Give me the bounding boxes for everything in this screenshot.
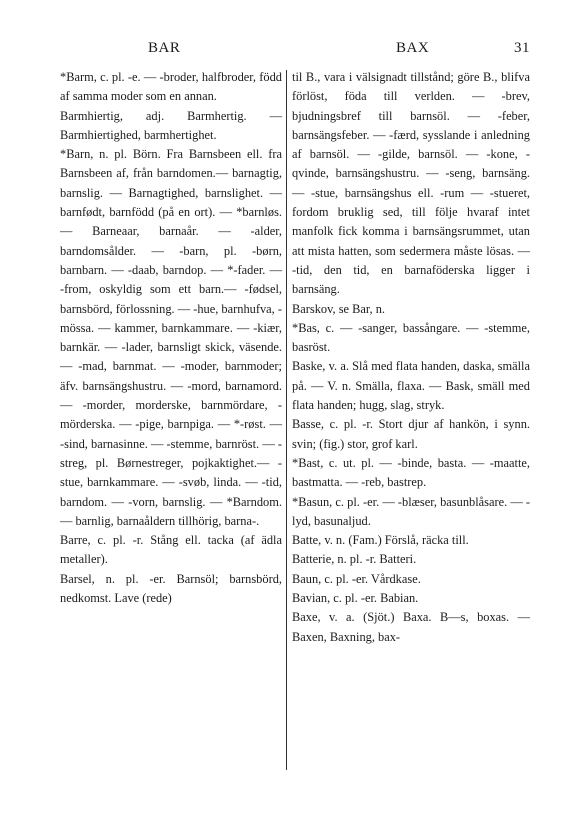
entry-barsel-continued: til B., vara i välsignadt tillstånd; göre B., blifva förlöst, föda till verlden. — -brev, bjudningsbref till barnsöl. — -feber, barnsängsfeber. — -færd, sysslande i anledning af barnsöl. — -gilde, barnsöl. — -kone, -qvinde, barnsängshustru. — -seng, barnsäng. — -stue, barnsängshus ell. -rum — -stueret, fordom bruklig sed, till följe hvaraf intet manfolk fick komma i barnsängsrummet, utan att mista hatten, som sedermera måste lösas. — -tid, den tid, en barnaföderska ligger i barnsäng. (292, 70, 530, 297)
right-guide-word: BAX (396, 40, 430, 56)
entry-baske: Baske, v. a. Slå med flata handen, daska, smälla på. — V. n. Smälla, flaxa. — Bask, smäll med flata handen; hugg, slag, stryk. (292, 359, 530, 413)
entry-basun: *Basun, c. pl. -er. — -blæser, basunblåsare. — -lyd, basunaljud. (292, 494, 530, 528)
entry-batte: Batte, v. n. (Fam.) Förslå, räcka till. (292, 533, 469, 548)
entry-baun: Baun, c. pl. -er. Vårdkase. (292, 571, 421, 586)
left-column (60, 68, 282, 608)
entry-bas: *Bas, c. — -sanger, bassångare. — -stemme, basröst. (292, 320, 530, 355)
entry-bavian: Bavian, c. pl. -er. Babian. (292, 591, 419, 606)
entry-barm: *Barm, c. pl. -e. — -broder, halfbroder, född af samma moder som en annan. (60, 70, 282, 104)
entry-basse: Basse, c. pl. -r. Stort djur af hankön, i synn. svin; (fig.) stor, grof karl. (292, 417, 530, 451)
entry-barsel: Barsel, n. pl. -er. Barnsöl; barnsbörd, nedkomst. Lave (rede) (60, 571, 282, 606)
entry-barn: *Barn, n. pl. Börn. Fra Barnsbeen ell. fra Barnsbeen af, från barndomen.— barnagtig, barnslig. — Barnagtighed, barnslighet. — barnfødt, barnfödd (på en ort). — *barnløs. — Barneaar, barnaår. — -alder, barndomsålder. — -barn, pl. -børn, barnbarn. — -daab, barndop. — *-fader. — -from, oskyldig som ett barn.— -fødsel, barnsbörd, förlossning. — -hue, barnhufva, -mössa. — kammer, barnkammare. — -kiær, barnkär. — -lader, barnsligt skick, väsende. — -mad, barnmat. — -moder, barnmoder; äfv. barnsängshustru. — -mord, barnamord.— -morder, morderske, barnmördare, -mörderska. — -pige, barnpiga. — *-røst. — -sind, barnasinne. — -stemme, barnröst. — -streg, pl. Børnestreger, pojkaktighet.— -stue, barnkammare. — -svøb, linda. — -tid, barndom. — -vorn, barnslig. — *Barndom. — barnlig, barnaåldern tillhörig, barna-. (60, 147, 282, 528)
entry-barmhiertig: Barmhiertig, adj. Barmhertig. — Barmhiertighed, barmhertighet. (60, 108, 282, 142)
entry-batterie: Batterie, n. pl. -r. Batteri. (292, 552, 417, 567)
entry-barre: Barre, c. pl. -r. Stång ell. tacka (af ädla metaller). (60, 533, 282, 567)
left-guide-word: BAR (148, 40, 181, 56)
page-number: 31 (514, 40, 530, 56)
entry-bast: *Bast, c. ut. pl. — -binde, basta. — -maatte, bastmatta. — -reb, bastrep. (292, 455, 530, 490)
entry-barskov: Barskov, se Bar, n. (292, 301, 385, 316)
entry-baxe: Baxe, v. a. (Sjöt.) Baxa. B—s, boxas. — Baxen, Baxning, bax- (292, 610, 530, 644)
column-divider (286, 70, 287, 770)
right-column (292, 68, 530, 647)
page-header (60, 40, 530, 64)
